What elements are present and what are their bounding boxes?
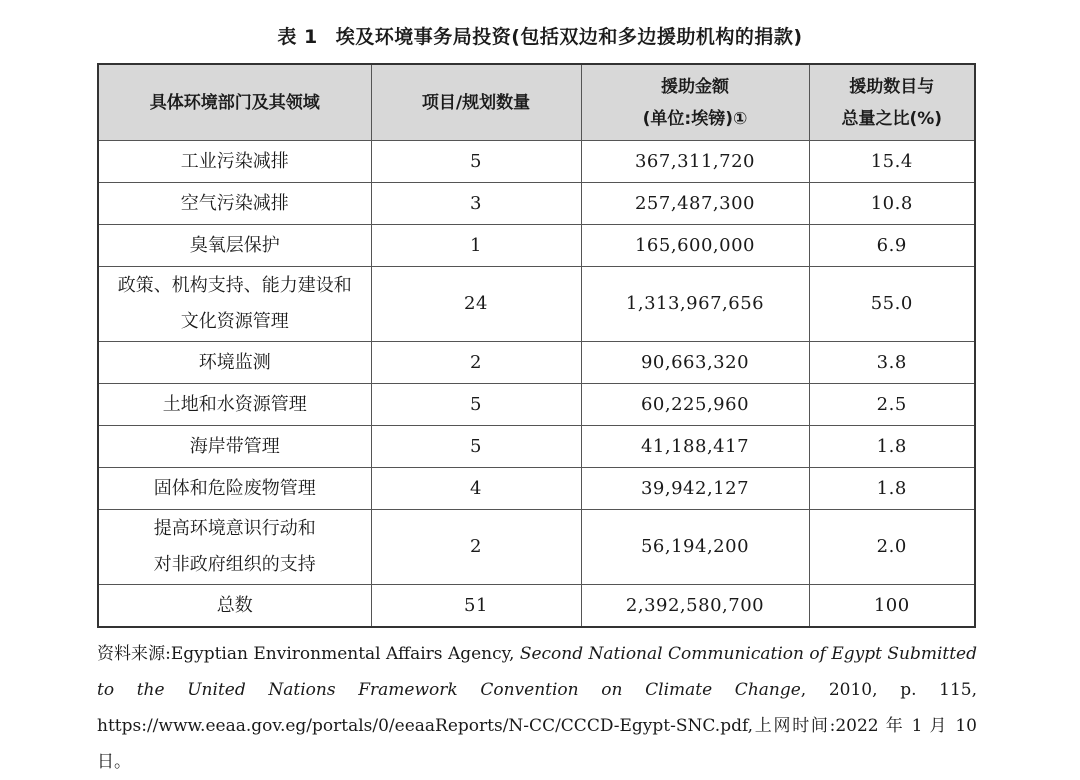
- count-cell: 1: [371, 225, 581, 267]
- total-label: 总数: [98, 585, 371, 628]
- table-row: [98, 468, 975, 510]
- header-sector: 具体环境部门及其领域: [98, 64, 371, 141]
- sector-line1: 政策、机构支持、能力建设和: [117, 275, 352, 296]
- total-row: [98, 585, 975, 628]
- share-cell: 1.8: [809, 468, 975, 510]
- share-cell: 6.9: [809, 225, 975, 267]
- count-cell: 4: [371, 468, 581, 510]
- amount-cell: 1,313,967,656: [581, 267, 809, 342]
- table-row: [98, 510, 975, 585]
- header-amount-line1: 援助金额: [661, 76, 729, 97]
- sector-cell: 环境监测: [98, 342, 371, 384]
- table-row: [98, 225, 975, 267]
- amount-cell: 367,311,720: [581, 141, 809, 183]
- sector-cell: [98, 267, 371, 342]
- amount-cell: 41,188,417: [581, 426, 809, 468]
- amount-cell: 60,225,960: [581, 384, 809, 426]
- count-cell: 24: [371, 267, 581, 342]
- share-cell: 15.4: [809, 141, 975, 183]
- source-note: [97, 636, 977, 780]
- count-cell: 5: [371, 384, 581, 426]
- source-prefix: 资料来源:Egyptian Environmental Affairs Agency,: [97, 644, 520, 664]
- header-share: [809, 64, 975, 141]
- header-amount-line2: (单位:埃镑)①: [642, 108, 748, 129]
- amount-cell: 56,194,200: [581, 510, 809, 585]
- table-title: [0, 22, 1080, 49]
- count-cell: 5: [371, 426, 581, 468]
- amount-cell: 39,942,127: [581, 468, 809, 510]
- sector-line1: 提高环境意识行动和: [153, 518, 316, 539]
- share-cell: 2.5: [809, 384, 975, 426]
- share-cell: 55.0: [809, 267, 975, 342]
- count-cell: 2: [371, 342, 581, 384]
- total-amount: 2,392,580,700: [581, 585, 809, 628]
- table-row: [98, 267, 975, 342]
- count-cell: 2: [371, 510, 581, 585]
- sector-cell: 工业污染减排: [98, 141, 371, 183]
- table-caption: 埃及环境事务局投资(包括双边和多边援助机构的捐款): [335, 26, 803, 48]
- header-amount: [581, 64, 809, 141]
- table-row: [98, 426, 975, 468]
- sector-cell: 固体和危险废物管理: [98, 468, 371, 510]
- source-suffix: , 2010, p. 115, https://www.eeaa.gov.eg/portals/0/eeaaReports/N-CC/CCCD-Egypt-SNC.pdf,上网时间:2022 年 1 月 10 日。: [97, 680, 977, 772]
- sector-line2: 文化资源管理: [180, 311, 289, 332]
- table-row: [98, 183, 975, 225]
- header-count: 项目/规划数量: [371, 64, 581, 141]
- amount-cell: 90,663,320: [581, 342, 809, 384]
- source-title: Second National Communication of Egypt Submitted to the United Nations Framework Convention on Climate Change: [97, 644, 977, 700]
- share-cell: 1.8: [809, 426, 975, 468]
- share-cell: 2.0: [809, 510, 975, 585]
- table-row: [98, 141, 975, 183]
- table-row: [98, 342, 975, 384]
- sector-cell: 海岸带管理: [98, 426, 371, 468]
- header-row: [98, 64, 975, 141]
- investment-table: [97, 63, 976, 628]
- table-row: [98, 384, 975, 426]
- sector-cell: 土地和水资源管理: [98, 384, 371, 426]
- share-cell: 3.8: [809, 342, 975, 384]
- total-share: 100: [809, 585, 975, 628]
- amount-cell: 257,487,300: [581, 183, 809, 225]
- count-cell: 3: [371, 183, 581, 225]
- header-share-line2: 总量之比(%): [841, 108, 943, 129]
- total-count: 51: [371, 585, 581, 628]
- table-number: 表 1: [277, 26, 318, 48]
- header-share-line1: 援助数目与: [849, 76, 935, 97]
- sector-line2: 对非政府组织的支持: [153, 554, 316, 575]
- sector-cell: 臭氧层保护: [98, 225, 371, 267]
- amount-cell: 165,600,000: [581, 225, 809, 267]
- share-cell: 10.8: [809, 183, 975, 225]
- count-cell: 5: [371, 141, 581, 183]
- sector-cell: [98, 510, 371, 585]
- sector-cell: 空气污染减排: [98, 183, 371, 225]
